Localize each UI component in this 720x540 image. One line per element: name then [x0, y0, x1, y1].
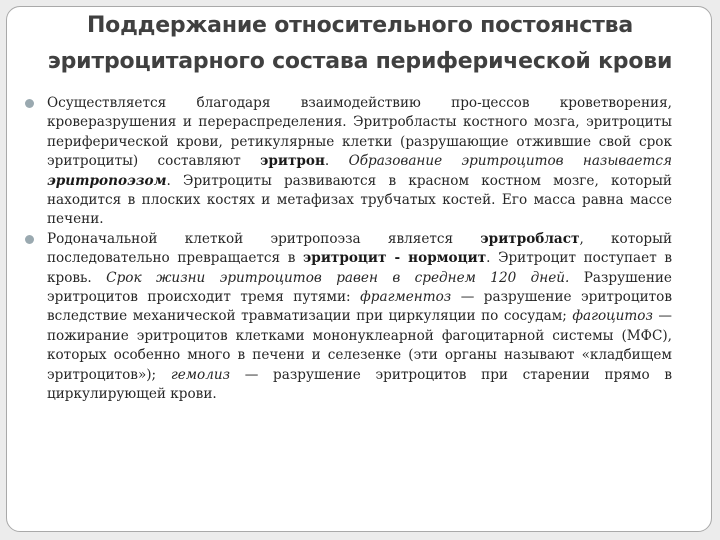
text-segment: Осуществляется благодаря взаимодействию про-цессов кроветворения, кроверазрушения и перераспределения. Эритробласты костного мозга, эритроциты периферической крови, ретикулярные клетки (разрушающие отжившие свой срок эритроциты) составляют [47, 95, 672, 170]
text-segment: Родоначальной клеткой эритропоэза является [47, 230, 481, 247]
term-hemolysis: гемолиз [170, 366, 231, 383]
text-segment: . [324, 153, 349, 170]
paragraph-erythron [24, 94, 672, 230]
text-segment: , который последовательно превращается в [47, 230, 673, 267]
paragraph-erythroblast [24, 230, 672, 405]
lifespan-note: Срок жизни эритроцитов равен в среднем 120 дней. [106, 269, 570, 286]
slide-title [10, 8, 710, 80]
text-segment: Разрушение эритроцитов происходит тремя путями: [47, 269, 672, 306]
term-erythron: эритрон [260, 153, 325, 170]
text-segment: — разрушение эритроцитов при старении прямо в циркулирующей крови. [47, 366, 672, 403]
title-line-1: Поддержание относительного постоянства [86, 13, 634, 38]
term-erythropoiesis: эритропоэзом [47, 172, 167, 189]
text-segment: . Эритроциты развиваются в красном костном мозге, который находится в плоских костях и метафизах трубчатых костей. Его масса равна массе печени. [47, 172, 672, 228]
term-phagocytosis: фагоцитоз [572, 308, 653, 325]
text-segment: — разрушение эритроцитов вследствие механической травматизации при циркуляции по сосудам; [47, 289, 672, 325]
slide-body [24, 94, 672, 405]
term-fragmentosis: фрагментоз [360, 289, 452, 306]
title-line-2: эритроцитарного состава периферической крови [47, 49, 673, 74]
text-segment: . Эритроцит поступает в кровь. [47, 250, 673, 286]
bullet-icon [25, 235, 34, 244]
term-erythroblast: эритробласт [480, 230, 580, 247]
term-normocyte: эритроцит - нормоцит [303, 250, 487, 267]
italic-segment: Образование эритроцитов называется [348, 153, 672, 170]
text-segment: — пожирание эритроцитов клетками мононуклеарной фагоцитарной системы (МФС), которых особенно много в печени и селезенке (эти органы называют «кладбищем эритроцитов»); [47, 308, 672, 383]
bullet-icon [25, 99, 34, 108]
